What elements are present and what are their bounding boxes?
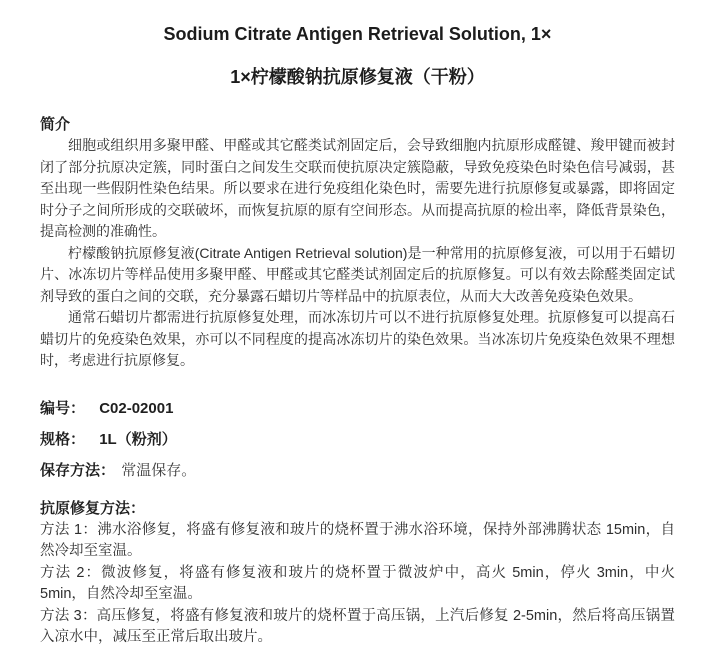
intro-paragraph-1: 细胞或组织用多聚甲醛、甲醛或其它醛类试剂固定后，会导致细胞内抗原形成醛键、羧甲键而被封闭了部分抗原决定簇，同时蛋白之间发生交联而使抗原决定簇隐蔽，导致免疫染色时染色信号减弱，甚至出现一些假阴性染色结果。所以要求在进行免疫组化染色时，需要先进行抗原修复或暴露，即将固定时分子之间所形成的交联破坏，而恢复抗原的原有空间形态。从而提高抗原的检出率，降低背景染色，提高检测的准确性。 — [40, 137, 675, 239]
product-title-english: Sodium Citrate Antigen Retrieval Solution, 1× — [163, 24, 552, 44]
storage-row — [40, 460, 675, 481]
catalog-number-label: 编号： — [40, 399, 86, 417]
product-title-chinese: 1×柠檬酸钠抗原修复液（干粉） — [230, 67, 485, 87]
catalog-number-row — [40, 398, 675, 419]
intro-paragraph-2: 柠檬酸钠抗原修复液(Citrate Antigen Retrieval solution)是一种常用的抗原修复液，可以用于石蜡切片、冰冻切片等样品使用多聚甲醛、甲醛或其它醛类试剂固定后的抗原修复。可以有效去除醛类固定试剂导致的蛋白之间的交联，充分暴露石蜡切片等样品中的抗原表位，从而大大改善免疫染色效果。 — [40, 244, 675, 304]
product-info-block — [40, 398, 675, 481]
catalog-number-value: C02-02001 — [99, 399, 174, 417]
method-1-paragraph: 方法 1：沸水浴修复，将盛有修复液和玻片的烧杯置于沸水浴环境，保持外部沸腾状态 15min，自然冷却至室温。 — [40, 521, 675, 559]
specification-row — [40, 429, 675, 450]
storage-label: 保存方法： — [40, 461, 116, 479]
storage-value: 常温保存。 — [121, 461, 197, 479]
intro-section-heading: 简介 — [40, 116, 71, 133]
method-2-paragraph: 方法 2：微波修复，将盛有修复液和玻片的烧杯置于微波炉中，高火 5min，停火 3min，中火 5min，自然冷却至室温。 — [40, 564, 675, 602]
specification-value: 1L（粉剂） — [99, 430, 177, 448]
method-3-paragraph: 方法 3：高压修复，将盛有修复液和玻片的烧杯置于高压锅，上汽后修复 2-5min，然后将高压锅置入凉水中，减压至正常后取出玻片。 — [40, 607, 675, 645]
intro-paragraph-3: 通常石蜡切片都需进行抗原修复处理，而冰冻切片可以不进行抗原修复处理。抗原修复可以提高石蜡切片的免疫染色效果，亦可以不同程度的提高冰冻切片的染色效果。当冰冻切片免疫染色效果不理想时，考虑进行抗原修复。 — [40, 309, 675, 368]
methods-section-heading: 抗原修复方法： — [40, 499, 146, 517]
specification-label: 规格： — [40, 430, 86, 448]
